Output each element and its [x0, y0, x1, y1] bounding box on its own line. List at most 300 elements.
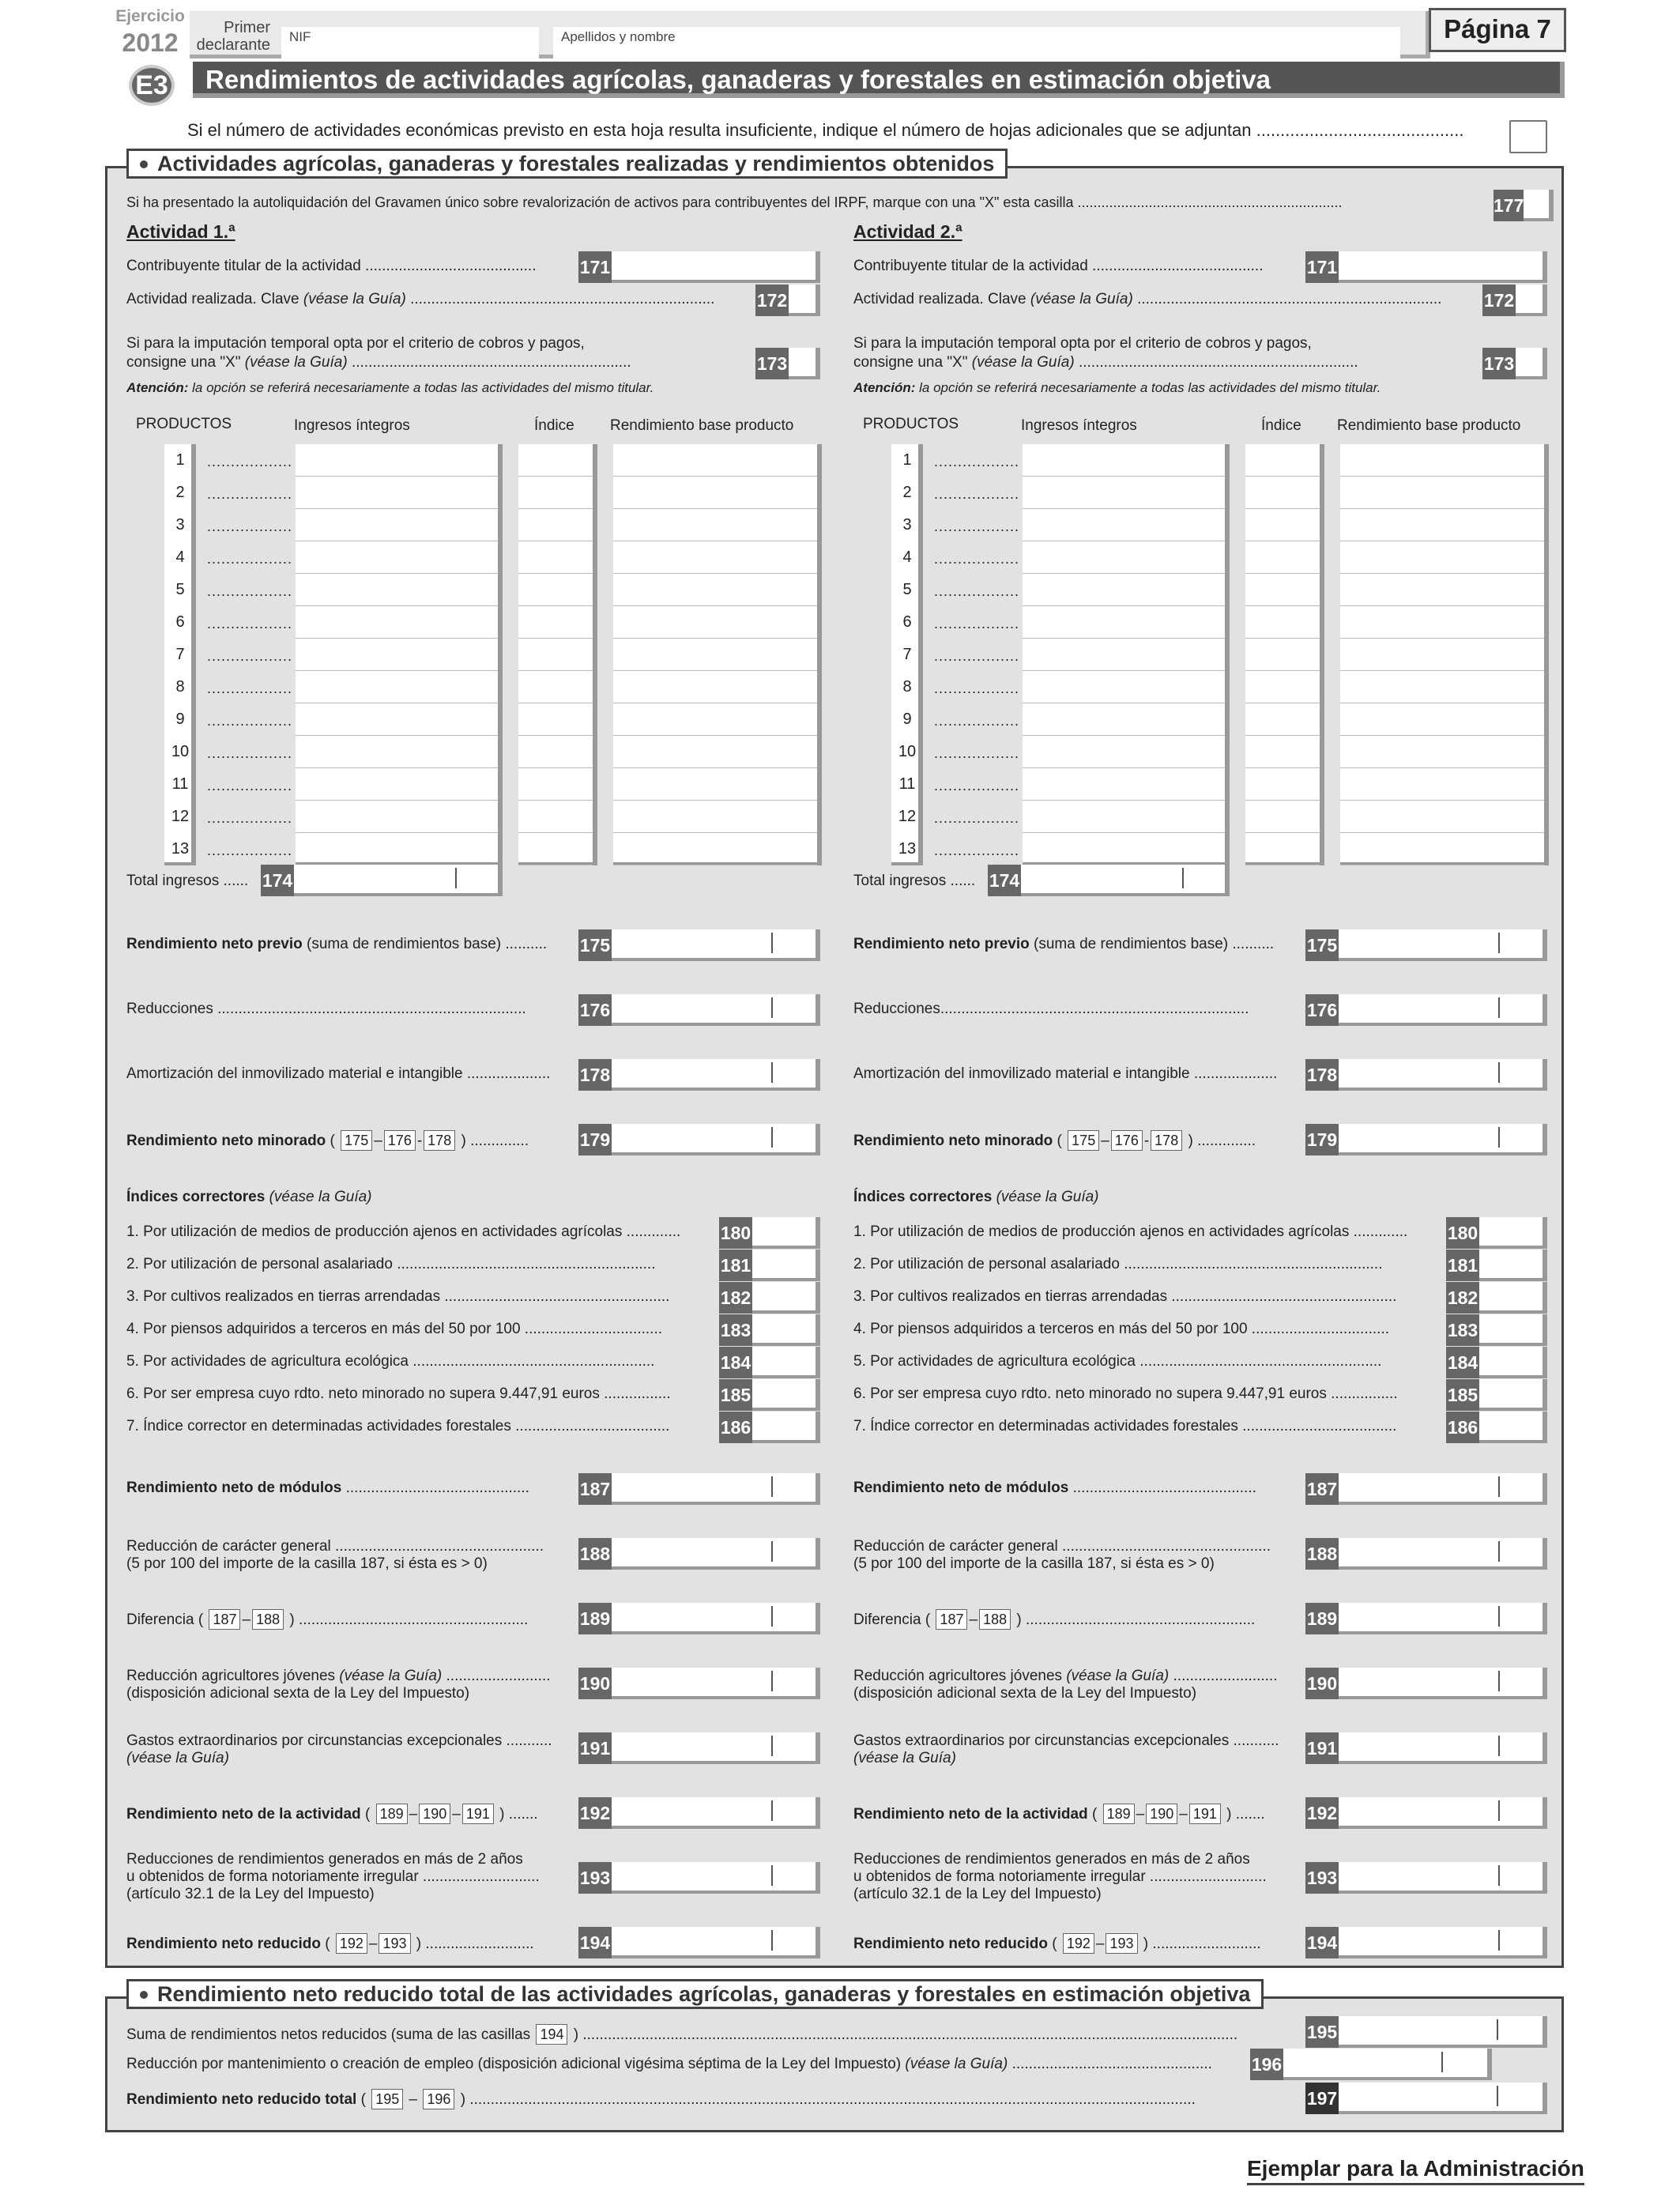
a1-product-name-field[interactable]: .................. — [207, 713, 293, 729]
a1-field-180[interactable] — [752, 1217, 820, 1249]
a1-product-name-field[interactable]: .................. — [207, 518, 293, 534]
a1-rendimiento-cell[interactable] — [613, 541, 817, 574]
a1-product-number: 2 — [175, 484, 185, 501]
a1-field-178[interactable] — [612, 1059, 820, 1091]
a2-ref-189: 189 — [1103, 1804, 1135, 1824]
a1-field-187[interactable] — [612, 1473, 820, 1505]
a1-product-name-field[interactable]: .................. — [207, 648, 293, 664]
code-181: 181 — [719, 1250, 752, 1281]
a1-field-175[interactable] — [612, 929, 820, 961]
a1-product-name-field[interactable]: .................. — [207, 810, 293, 826]
code-179: 179 — [1305, 1124, 1339, 1155]
code-184: 184 — [1446, 1347, 1479, 1378]
field-196[interactable] — [1283, 2049, 1492, 2080]
a1-reducciones-label: Reducciones .......................................................................... — [126, 1001, 526, 1017]
a2-row-189: Diferencia ( 187 – 188 ) ....................................................... — [853, 1609, 1255, 1630]
a1-ref-190: 190 — [419, 1804, 450, 1824]
a1-indice-cell[interactable] — [518, 509, 593, 541]
a2-atencion-text: la opción se referirá necesariamente a todas las actividades del mismo titular. — [919, 380, 1381, 395]
a2-rendimiento-cell[interactable] — [1340, 736, 1544, 768]
a1-actividad-dots: ....... — [508, 1806, 538, 1823]
a2-field-181[interactable] — [1479, 1250, 1547, 1281]
a2-indice-corrector-label: 2. Por utilización de personal asalariado .............................................................. — [853, 1256, 1383, 1272]
a1-product-number: 7 — [175, 646, 185, 663]
a2-rend-previo-b: Rendimiento neto previo — [853, 936, 1030, 952]
a2-clave-text: Actividad realizada. Clave — [853, 291, 1026, 307]
a1-field-171[interactable] — [612, 251, 820, 283]
a1-indice-cell[interactable] — [518, 574, 593, 606]
a1-rendimiento-cell[interactable] — [613, 639, 817, 671]
a2-indice-corrector-label: 5. Por actividades de agricultura ecológica .......................................................... — [853, 1353, 1382, 1370]
a2-ingresos-cell[interactable] — [1023, 703, 1225, 736]
a1-rendimiento-cell[interactable] — [613, 703, 817, 736]
a2-rendimiento-cell[interactable] — [1340, 801, 1544, 833]
a1-field-176[interactable] — [612, 994, 820, 1026]
suma-text — [126, 2024, 1237, 2045]
a2-imputacion-line2 — [853, 354, 1358, 371]
a1-indice-corrector-label: 4. Por piensos adquiridos a terceros en más del 50 por 100 ................................. — [126, 1321, 662, 1337]
a2-product-number: 12 — [898, 808, 917, 825]
a1-imputacion-dots: ................................................................... — [351, 354, 631, 371]
a1-gastos-2: (véase la Guía) — [126, 1750, 229, 1766]
a2-ingresos-cell[interactable] — [1023, 801, 1225, 833]
a2-indice-cell[interactable] — [1245, 736, 1320, 768]
a2-field-171[interactable] — [1339, 251, 1547, 283]
code-184: 184 — [719, 1347, 752, 1378]
a1-ingresos-cell[interactable] — [296, 444, 498, 477]
code-178: 178 — [578, 1059, 612, 1091]
a2-ref-176: 176 — [1111, 1130, 1143, 1151]
a2-ingresos-cell[interactable] — [1023, 833, 1225, 865]
a1-actividad-clave-label — [126, 291, 714, 308]
code-194: 194 — [578, 1927, 612, 1958]
a2-rendimiento-cell[interactable] — [1340, 671, 1544, 703]
a2-product-number: 7 — [902, 646, 912, 663]
a1-indice-cell[interactable] — [518, 768, 593, 801]
a2-jovenes-guia: (véase la Guía) — [1066, 1668, 1170, 1684]
a1-row-179: Rendimiento neto minorado ( 175 – 176 - 178 ) .............. — [126, 1130, 529, 1151]
suma-text-2: ) ............................................................................................................................................................. — [573, 2026, 1238, 2043]
a2-indices-b: Índices correctores — [853, 1189, 993, 1205]
code-180: 180 — [719, 1217, 752, 1249]
a2-field-184[interactable] — [1479, 1347, 1547, 1378]
a2-indice-cell[interactable] — [1245, 801, 1320, 833]
code-193: 193 — [578, 1862, 612, 1894]
code-182: 182 — [719, 1282, 752, 1314]
a1-field-190[interactable] — [612, 1668, 820, 1699]
a2-indice-cell[interactable] — [1245, 574, 1320, 606]
a1-indice-cell[interactable] — [518, 541, 593, 574]
a2-product-name-field[interactable]: .................. — [934, 778, 1020, 794]
a1-rendimiento-cell[interactable] — [613, 736, 817, 768]
a2-product-name-field[interactable]: .................. — [934, 843, 1020, 858]
a1-ingresos-cell[interactable] — [296, 833, 498, 865]
code-181: 181 — [1446, 1250, 1479, 1281]
empleo-text — [126, 2056, 1212, 2073]
a1-ingresos-cell[interactable] — [296, 639, 498, 671]
total-label: Rendimiento neto reducido total — [126, 2091, 357, 2108]
a2-product-name-field[interactable]: .................. — [934, 486, 1020, 502]
a2-imputacion-dots: ................................................................... — [1078, 354, 1358, 371]
code-187: 187 — [1305, 1473, 1339, 1505]
a1-indice-cell[interactable] — [518, 801, 593, 833]
field-195[interactable] — [1339, 2016, 1547, 2048]
a2-field-182[interactable] — [1479, 1282, 1547, 1314]
a2-product-number: 13 — [898, 840, 917, 858]
a2-indice-cell[interactable] — [1245, 444, 1320, 477]
a1-field-172[interactable] — [789, 285, 820, 316]
a2-actividad-b: Rendimiento neto de la actividad — [853, 1806, 1088, 1823]
a2-ref-192: 192 — [1063, 1933, 1094, 1954]
code-190: 190 — [1305, 1668, 1339, 1699]
a2-indice-cell[interactable] — [1245, 509, 1320, 541]
a2-product-name-field[interactable]: .................. — [934, 551, 1020, 567]
a2-indice-cell[interactable] — [1245, 477, 1320, 509]
a2-ref-175: 175 — [1068, 1130, 1099, 1151]
a1-indice-cell[interactable] — [518, 703, 593, 736]
a1-product-name-field[interactable]: .................. — [207, 745, 293, 761]
a2-ingresos-cell[interactable] — [1023, 736, 1225, 768]
a1-reducido-b: Rendimiento neto reducido — [126, 1936, 321, 1952]
code-185: 185 — [719, 1379, 752, 1411]
a1-ingresos-cell[interactable] — [296, 671, 498, 703]
a2-rendimiento-cell[interactable] — [1340, 833, 1544, 865]
a1-product-name-field[interactable]: .................. — [207, 778, 293, 794]
a2-indice-cell[interactable] — [1245, 671, 1320, 703]
additional-sheets-input[interactable] — [1509, 120, 1547, 153]
a1-ingresos-header: Ingresos íntegros — [294, 417, 410, 434]
a2-imputacion-line1: Si para la imputación temporal opta por el criterio de cobros y pagos, — [853, 335, 1312, 352]
a2-indice-cell[interactable] — [1245, 768, 1320, 801]
code-194: 194 — [1305, 1927, 1339, 1958]
a1-indice-cell[interactable] — [518, 606, 593, 639]
a2-ingresos-cell[interactable] — [1023, 444, 1225, 477]
ejercicio-label: Ejercicio — [115, 7, 185, 25]
code-179: 179 — [578, 1124, 612, 1155]
a2-field-183[interactable] — [1479, 1314, 1547, 1346]
a2-indice-cell[interactable] — [1245, 703, 1320, 736]
apellidos-label: Apellidos y nombre — [561, 29, 676, 44]
a2-amortizacion-label: Amortización del inmovilizado material e intangible .................... — [853, 1065, 1278, 1082]
a2-productos-header: PRODUCTOS — [863, 416, 959, 432]
a1-field-181[interactable] — [752, 1250, 820, 1281]
a1-rendimiento-cell[interactable] — [613, 768, 817, 801]
a2-ingresos-cell[interactable] — [1023, 541, 1225, 574]
a1-row-178 — [126, 1065, 550, 1083]
a2-minorado-b: Rendimiento neto minorado — [853, 1133, 1053, 1149]
a2-ingresos-cell[interactable] — [1023, 477, 1225, 509]
a2-product-name-field[interactable]: .................. — [934, 680, 1020, 696]
a2-product-number: 10 — [898, 743, 917, 760]
a1-field-194[interactable] — [612, 1927, 820, 1958]
a2-rendimiento-cell[interactable] — [1340, 768, 1544, 801]
a2-atencion — [853, 379, 1381, 397]
a2-product-name-field[interactable]: .................. — [934, 648, 1020, 664]
a2-irregular-3: (artículo 32.1 de la Ley del Impuesto) — [853, 1886, 1102, 1902]
a2-field-185[interactable] — [1479, 1379, 1547, 1411]
a1-indice-corrector-label: 1. Por utilización de medios de producción ajenos en actividades agrícolas ............. — [126, 1223, 681, 1240]
a1-ref-178: 178 — [424, 1130, 455, 1151]
a2-indice-cell[interactable] — [1245, 639, 1320, 671]
a1-ingresos-cell[interactable] — [296, 703, 498, 736]
a1-indice-cell[interactable] — [518, 736, 593, 768]
code-176: 176 — [578, 994, 612, 1026]
a1-minorado-b: Rendimiento neto minorado — [126, 1133, 326, 1149]
code-173: 173 — [1482, 348, 1516, 379]
apellidos-field[interactable] — [553, 27, 1400, 58]
suma-text-1: Suma de rendimientos netos reducidos (suma de las casillas — [126, 2026, 531, 2043]
a2-field-179[interactable] — [1339, 1124, 1547, 1155]
a1-ref-187: 187 — [209, 1609, 240, 1630]
a2-atencion-bold: Atención: — [853, 380, 916, 395]
a2-indice-cell[interactable] — [1245, 606, 1320, 639]
a1-indice-cell[interactable] — [518, 833, 593, 865]
a2-product-name-field[interactable]: .................. — [934, 810, 1020, 826]
a2-indices-i: (véase la Guía) — [996, 1189, 1099, 1205]
a1-ingresos-cell[interactable] — [296, 541, 498, 574]
a2-ref-178: 178 — [1151, 1130, 1182, 1151]
a2-product-number: 9 — [902, 711, 912, 728]
empleo-guia: (véase la Guía) — [905, 2056, 1008, 2072]
a1-ingresos-cell[interactable] — [296, 477, 498, 509]
a1-field-183[interactable] — [752, 1314, 820, 1346]
a2-imputacion-x: consigne una "X" — [853, 354, 968, 371]
a1-jovenes-2: (disposición adicional sexta de la Ley del Impuesto) — [126, 1685, 470, 1702]
a1-contribuyente-label: Contribuyente titular de la actividad ......................................... — [126, 258, 537, 274]
a1-product-name-field[interactable]: .................. — [207, 616, 293, 631]
a1-irregular-1: Reducciones de rendimientos generados en más de 2 años — [126, 1851, 523, 1868]
a1-irregular-2: u obtenidos de forma notoriamente irregular ............................ — [126, 1868, 540, 1885]
a2-field-172[interactable] — [1516, 285, 1547, 316]
a2-product-number: 5 — [902, 581, 912, 598]
ref-195: 195 — [371, 2089, 403, 2109]
a1-field-185[interactable] — [752, 1379, 820, 1411]
a1-row-193 — [126, 1851, 540, 1903]
a1-jovenes-dots: ......................... — [446, 1668, 551, 1684]
field-197[interactable] — [1339, 2083, 1547, 2114]
gravamen-checkbox[interactable] — [1524, 190, 1554, 221]
section-title-activities: Actividades agrícolas, ganaderas y forestales realizadas y rendimientos obtenidos — [126, 149, 1008, 179]
code-193: 193 — [1305, 1862, 1339, 1894]
a1-field-173[interactable] — [789, 348, 820, 379]
a1-indice-cell[interactable] — [518, 639, 593, 671]
a1-ingresos-cell[interactable] — [296, 801, 498, 833]
a2-indice-corrector-label: 7. Índice corrector en determinadas actividades forestales ..................................... — [853, 1418, 1397, 1434]
a1-product-name-field[interactable]: .................. — [207, 486, 293, 502]
a2-ingresos-cell[interactable] — [1023, 606, 1225, 639]
a1-rend-previo-b: Rendimiento neto previo — [126, 936, 303, 952]
footer-copy-label: Ejemplar para la Administración — [1247, 2156, 1584, 2185]
a1-product-number: 1 — [175, 451, 185, 469]
a2-field-189[interactable] — [1339, 1603, 1547, 1634]
a1-field-179[interactable] — [612, 1124, 820, 1155]
a1-rendimiento-cell[interactable] — [613, 509, 817, 541]
a2-rendimiento-cell[interactable] — [1340, 444, 1544, 477]
code-192: 192 — [578, 1797, 612, 1829]
a1-rendimiento-cell[interactable] — [613, 477, 817, 509]
a1-amortizacion-label: Amortización del inmovilizado material e intangible .................... — [126, 1065, 551, 1082]
a2-rendimiento-cell[interactable] — [1340, 541, 1544, 574]
a1-field-189[interactable] — [612, 1603, 820, 1634]
a2-reducciones-label: Reducciones.......................................................................... — [853, 1001, 1249, 1017]
a2-ingresos-cell[interactable] — [1023, 671, 1225, 703]
a2-row-194: Rendimiento neto reducido ( 192 – 193 ) .......................... — [853, 1933, 1261, 1954]
a1-field-174[interactable] — [294, 865, 503, 896]
a1-clave-guia: (véase la Guía) — [303, 291, 406, 307]
a2-rendimiento-cell[interactable] — [1340, 639, 1544, 671]
a2-field-191[interactable] — [1339, 1732, 1547, 1764]
a1-actividad-b: Rendimiento neto de la actividad — [126, 1806, 361, 1823]
a2-product-name-field[interactable]: .................. — [934, 518, 1020, 534]
a1-modulos-b: Rendimiento neto de módulos — [126, 1480, 342, 1496]
a1-rendimiento-cell[interactable] — [613, 574, 817, 606]
a2-product-name-field[interactable]: .................. — [934, 616, 1020, 631]
a2-field-188[interactable] — [1339, 1538, 1547, 1570]
a2-ref-191: 191 — [1189, 1804, 1221, 1824]
a1-ingresos-cell[interactable] — [296, 606, 498, 639]
a2-row-192: Rendimiento neto de la actividad ( 189 – 190 – 191 ) ....... — [853, 1804, 1265, 1824]
a1-row-194: Rendimiento neto reducido ( 192 – 193 ) .......................... — [126, 1933, 534, 1954]
a2-rendimiento-cell[interactable] — [1340, 574, 1544, 606]
nif-field[interactable] — [281, 27, 539, 58]
code-189: 189 — [1305, 1603, 1339, 1634]
a2-rendimiento-cell[interactable] — [1340, 509, 1544, 541]
a1-indice-cell[interactable] — [518, 444, 593, 477]
a2-field-175[interactable] — [1339, 929, 1547, 961]
a2-product-name-field[interactable]: .................. — [934, 713, 1020, 729]
a1-row-188 — [126, 1538, 544, 1573]
a2-field-173[interactable] — [1516, 348, 1547, 379]
year-label: 2012 — [122, 28, 179, 57]
a1-jovenes-guia: (véase la Guía) — [339, 1668, 443, 1684]
a2-product-name-field[interactable]: .................. — [934, 583, 1020, 599]
a1-field-186[interactable] — [752, 1412, 820, 1443]
a1-ingresos-cell[interactable] — [296, 768, 498, 801]
a1-row-176 — [126, 1001, 526, 1018]
a1-row-191 — [126, 1732, 552, 1767]
a2-field-180[interactable] — [1479, 1217, 1547, 1249]
a1-field-182[interactable] — [752, 1282, 820, 1314]
a2-field-178[interactable] — [1339, 1059, 1547, 1091]
a2-row-187 — [853, 1480, 1256, 1497]
a1-rendimiento-cell[interactable] — [613, 833, 817, 865]
a2-ingresos-cell[interactable] — [1023, 768, 1225, 801]
a1-diferencia: Diferencia ( — [126, 1612, 204, 1628]
a2-ingresos-cell[interactable] — [1023, 574, 1225, 606]
code-177: 177 — [1494, 190, 1524, 221]
a1-ref-175: 175 — [341, 1130, 372, 1151]
code-189: 189 — [578, 1603, 612, 1634]
a1-gastos-1: Gastos extraordinarios por circunstancias excepcionales ........... — [126, 1732, 552, 1749]
a2-field-193[interactable] — [1339, 1862, 1547, 1894]
a2-ingresos-cell[interactable] — [1023, 509, 1225, 541]
code-191: 191 — [1305, 1732, 1339, 1764]
a1-product-name-field[interactable]: .................. — [207, 454, 293, 469]
a1-ingresos-cell[interactable] — [296, 509, 498, 541]
a1-field-192[interactable] — [612, 1797, 820, 1829]
a1-diferencia-dots: ) ....................................................... — [289, 1612, 529, 1628]
a1-ref-188: 188 — [252, 1609, 284, 1630]
a1-product-name-field[interactable]: .................. — [207, 583, 293, 599]
a1-product-number: 12 — [171, 808, 190, 825]
a2-gastos-2: (véase la Guía) — [853, 1750, 956, 1766]
a1-indice-corrector-label: 7. Índice corrector en determinadas actividades forestales ..................................... — [126, 1418, 670, 1434]
a2-field-174[interactable] — [1021, 865, 1230, 896]
a2-reducido-b: Rendimiento neto reducido — [853, 1936, 1048, 1952]
a1-product-number: 9 — [175, 711, 185, 728]
a2-rendimiento-cell[interactable] — [1340, 606, 1544, 639]
code-174: 174 — [988, 865, 1021, 896]
a2-ref-190: 190 — [1146, 1804, 1177, 1824]
a2-field-192[interactable] — [1339, 1797, 1547, 1829]
empleo-text-1: Reducción por mantenimiento o creación de empleo (disposición adicional vigésima séptima de la Ley del Impuesto) — [126, 2056, 902, 2072]
a2-field-187[interactable] — [1339, 1473, 1547, 1505]
code-182: 182 — [1446, 1282, 1479, 1314]
a1-rendimiento-cell[interactable] — [613, 671, 817, 703]
a2-clave-guia: (véase la Guía) — [1030, 291, 1133, 307]
a1-product-name-field[interactable]: .................. — [207, 680, 293, 696]
a1-ingresos-cell[interactable] — [296, 736, 498, 768]
code-180: 180 — [1446, 1217, 1479, 1249]
a1-product-name-field[interactable]: .................. — [207, 843, 293, 858]
code-191: 191 — [578, 1732, 612, 1764]
a2-ref-187: 187 — [936, 1609, 967, 1630]
a1-indice-corrector-label: 2. Por utilización de personal asalariado .............................................................. — [126, 1256, 656, 1272]
a1-field-191[interactable] — [612, 1732, 820, 1764]
a1-indice-cell[interactable] — [518, 671, 593, 703]
a2-indice-cell[interactable] — [1245, 541, 1320, 574]
a1-ref-192: 192 — [336, 1933, 367, 1954]
a2-ingresos-cell[interactable] — [1023, 639, 1225, 671]
a2-row-191 — [853, 1732, 1279, 1767]
a2-indice-cell[interactable] — [1245, 833, 1320, 865]
a2-rendimiento-cell[interactable] — [1340, 703, 1544, 736]
a1-indice-cell[interactable] — [518, 477, 593, 509]
a2-diferencia-dots: ) ....................................................... — [1016, 1612, 1256, 1628]
a2-minorado-dots: .............. — [1197, 1133, 1256, 1149]
a1-red-general-1: Reducción de carácter general .................................................. — [126, 1538, 544, 1555]
a1-rendimiento-cell[interactable] — [613, 801, 817, 833]
a1-rendimiento-cell[interactable] — [613, 444, 817, 477]
a1-ingresos-cell[interactable] — [296, 574, 498, 606]
a2-field-176[interactable] — [1339, 994, 1547, 1026]
a2-product-number: 11 — [898, 775, 916, 793]
a1-atencion-text: la opción se referirá necesariamente a todas las actividades del mismo titular. — [192, 380, 654, 395]
a1-field-188[interactable] — [612, 1538, 820, 1570]
a2-field-194[interactable] — [1339, 1927, 1547, 1958]
a1-rendimiento-cell[interactable] — [613, 606, 817, 639]
a2-red-general-2: (5 por 100 del importe de la casilla 187, si ésta es > 0) — [853, 1555, 1215, 1572]
a1-reducido-dots: ) .......................... — [416, 1936, 534, 1952]
code-187: 187 — [578, 1473, 612, 1505]
a2-field-186[interactable] — [1479, 1412, 1547, 1443]
a1-field-193[interactable] — [612, 1862, 820, 1894]
a2-field-190[interactable] — [1339, 1668, 1547, 1699]
page-number: Página 7 — [1444, 14, 1551, 43]
total-text: Rendimiento neto reducido total ( 195 – 196 ) .............................................................................................................................................................................. — [126, 2089, 1196, 2109]
a2-product-name-field[interactable]: .................. — [934, 745, 1020, 761]
sheet-code-badge: E3 — [129, 65, 175, 106]
a1-ref-189: 189 — [376, 1804, 408, 1824]
a2-ref-193: 193 — [1106, 1933, 1137, 1954]
a1-product-name-field[interactable]: .................. — [207, 551, 293, 567]
a2-modulos-b: Rendimiento neto de módulos — [853, 1480, 1069, 1496]
a2-rendimiento-cell[interactable] — [1340, 477, 1544, 509]
a2-product-name-field[interactable]: .................. — [934, 454, 1020, 469]
code-186: 186 — [719, 1412, 752, 1443]
a2-imputacion-guia: (véase la Guía) — [971, 354, 1075, 371]
a1-field-184[interactable] — [752, 1347, 820, 1378]
